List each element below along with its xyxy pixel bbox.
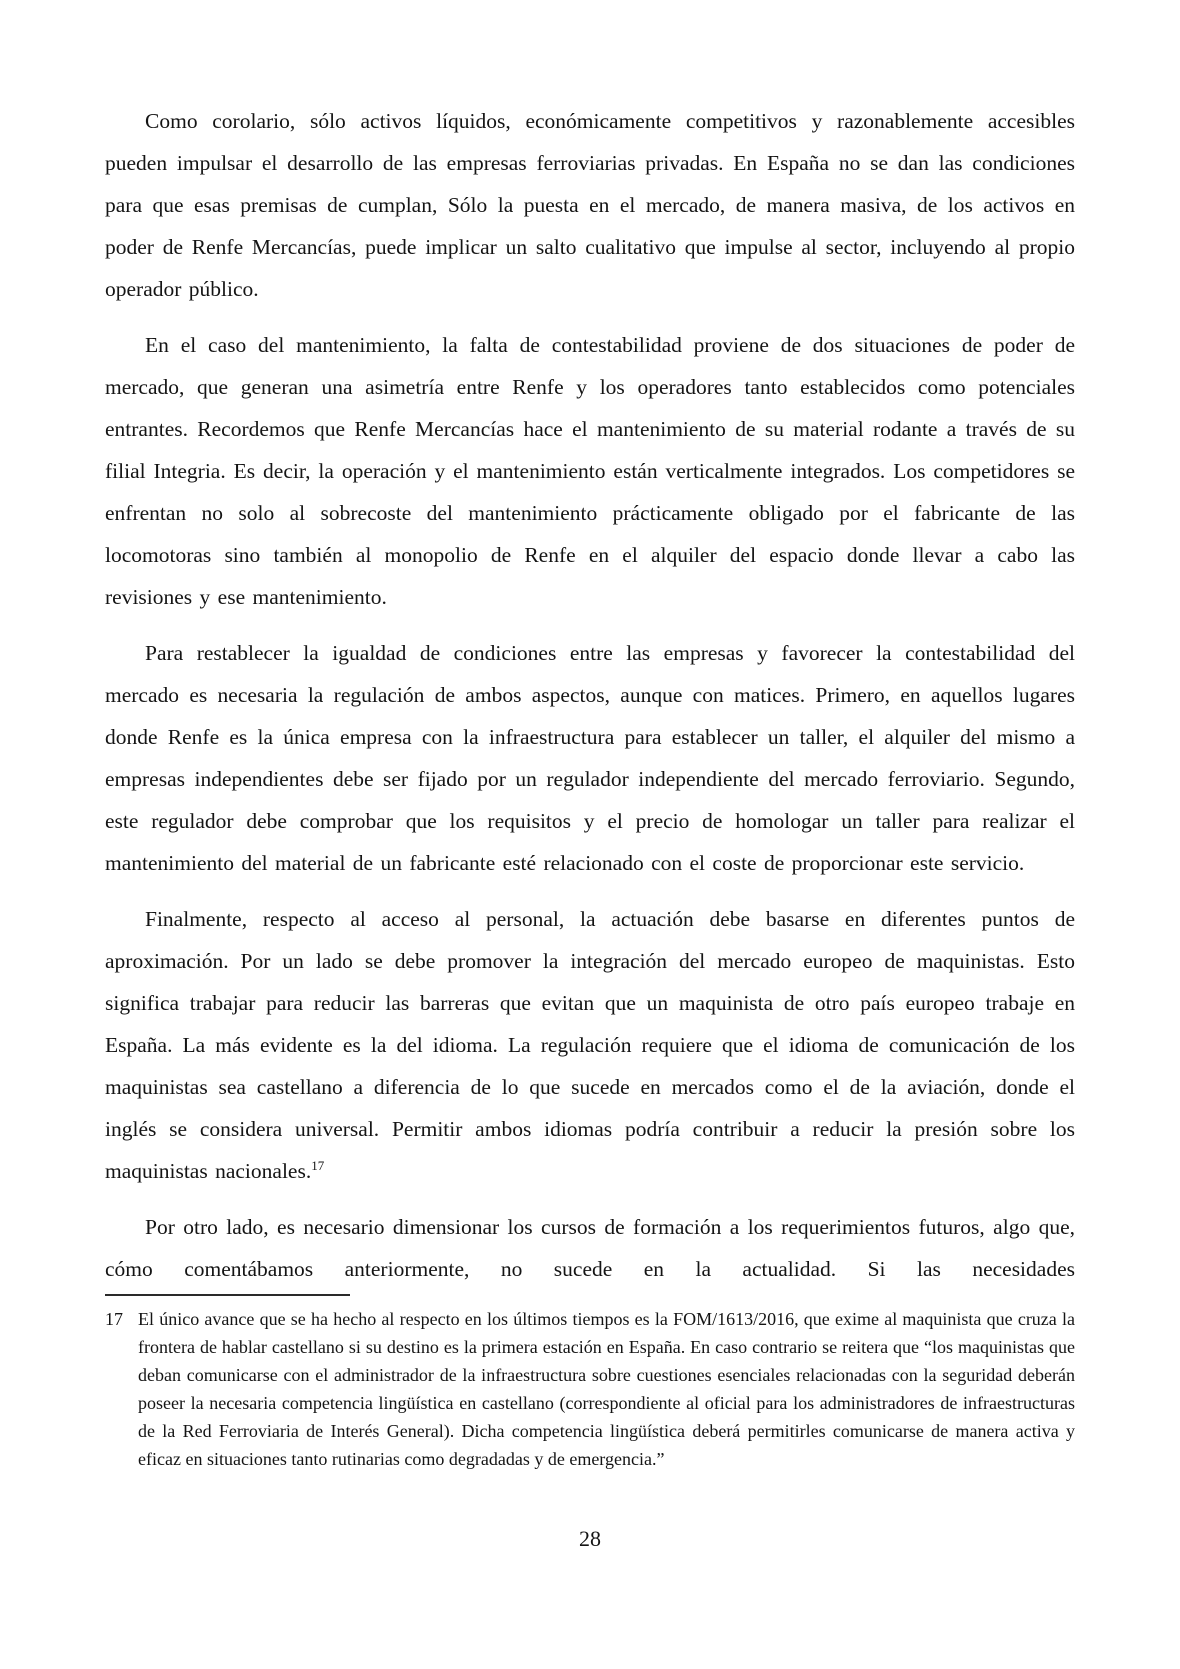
body-text	[105, 100, 1075, 1290]
footnote-number: 17	[105, 1309, 123, 1329]
paragraph-personal-text: Finalmente, respecto al acceso al personal, la actuación debe basarse en diferentes puntos de aproximación. Por un lado se debe promover la integración del mercado europeo de maquinistas. Esto significa trabajar para reducir las barreras que evitan que un maquinista de otro país europeo trabaje en España. La más evidente es la del idioma. La regulación requiere que el idioma de comunicación de los maquinistas sea castellano a diferencia de lo que sucede en mercados como el de la aviación, donde el inglés se considera universal. Permitir ambos idiomas podría contribuir a reducir la presión sobre los maquinistas nacionales.	[105, 907, 1075, 1183]
footnote-text: El único avance que se ha hecho al respecto en los últimos tiempos es la FOM/1613/2016, que exime al maquinista que cruza la frontera de hablar castellano si su destino es la primera estación en España. En caso contrario se reitera que “los maquinistas que deban comunicarse con el administrador de la infraestructura sobre cuestiones esenciales relacionadas con la seguridad deberán poseer la necesaria competencia lingüística en castellano (correspondiente al oficial para los administradores de infraestructuras de la Red Ferroviaria de Interés General). Dicha competencia lingüística deberá permitirles comunicarse de manera activa y eficaz en situaciones tanto rutinarias como degradadas y de emergencia.”	[138, 1309, 1075, 1469]
paragraph-personal	[105, 898, 1075, 1192]
footnote-17	[105, 1305, 1075, 1473]
paragraph-mantenimiento: En el caso del mantenimiento, la falta de contestabilidad proviene de dos situaciones de poder de mercado, que generan una asimetría entre Renfe y los operadores tanto establecidos como potenciales entrantes. Recordemos que Renfe Mercancías hace el mantenimiento de su material rodante a través de su filial Integria. Es decir, la operación y el mantenimiento están verticalmente integrados. Los competidores se enfrentan no solo al sobrecoste del mantenimiento prácticamente obligado por el fabricante de las locomotoras sino también al monopolio de Renfe en el alquiler del espacio donde llevar a cabo las revisiones y ese mantenimiento.	[105, 333, 1075, 609]
paragraph-regulacion: Para restablecer la igualdad de condiciones entre las empresas y favorecer la contestabilidad del mercado es necesaria la regulación de ambos aspectos, aunque con matices. Primero, en aquellos lugares donde Renfe es la única empresa con la infraestructura para establecer un taller, el alquiler del mismo a empresas independientes debe ser fijado por un regulador independiente del mercado ferroviario. Segundo, este regulador debe comprobar que los requisitos y el precio de homologar un taller para realizar el mantenimiento del material de un fabricante esté relacionado con el coste de proporcionar este servicio.	[105, 641, 1075, 875]
footnote-area	[105, 1294, 1075, 1473]
paragraph-formacion: Por otro lado, es necesario dimensionar los cursos de formación a los requerimientos futuros, algo que, cómo comentábamos anteriormente, no sucede en la actualidad. Si las necesidades	[105, 1215, 1075, 1281]
footnote-separator	[105, 1294, 350, 1296]
page-content	[105, 100, 1075, 1473]
page-number: 28	[579, 1526, 601, 1551]
paragraph-corolario: Como corolario, sólo activos líquidos, económicamente competitivos y razonablemente accesibles pueden impulsar el desarrollo de las empresas ferroviarias privadas. En España no se dan las condiciones para que esas premisas de cumplan, Sólo la puesta en el mercado, de manera masiva, de los activos en poder de Renfe Mercancías, puede implicar un salto cualitativo que impulse al sector, incluyendo al propio operador público.	[105, 109, 1075, 301]
footnote-reference-17: 17	[311, 1157, 325, 1173]
